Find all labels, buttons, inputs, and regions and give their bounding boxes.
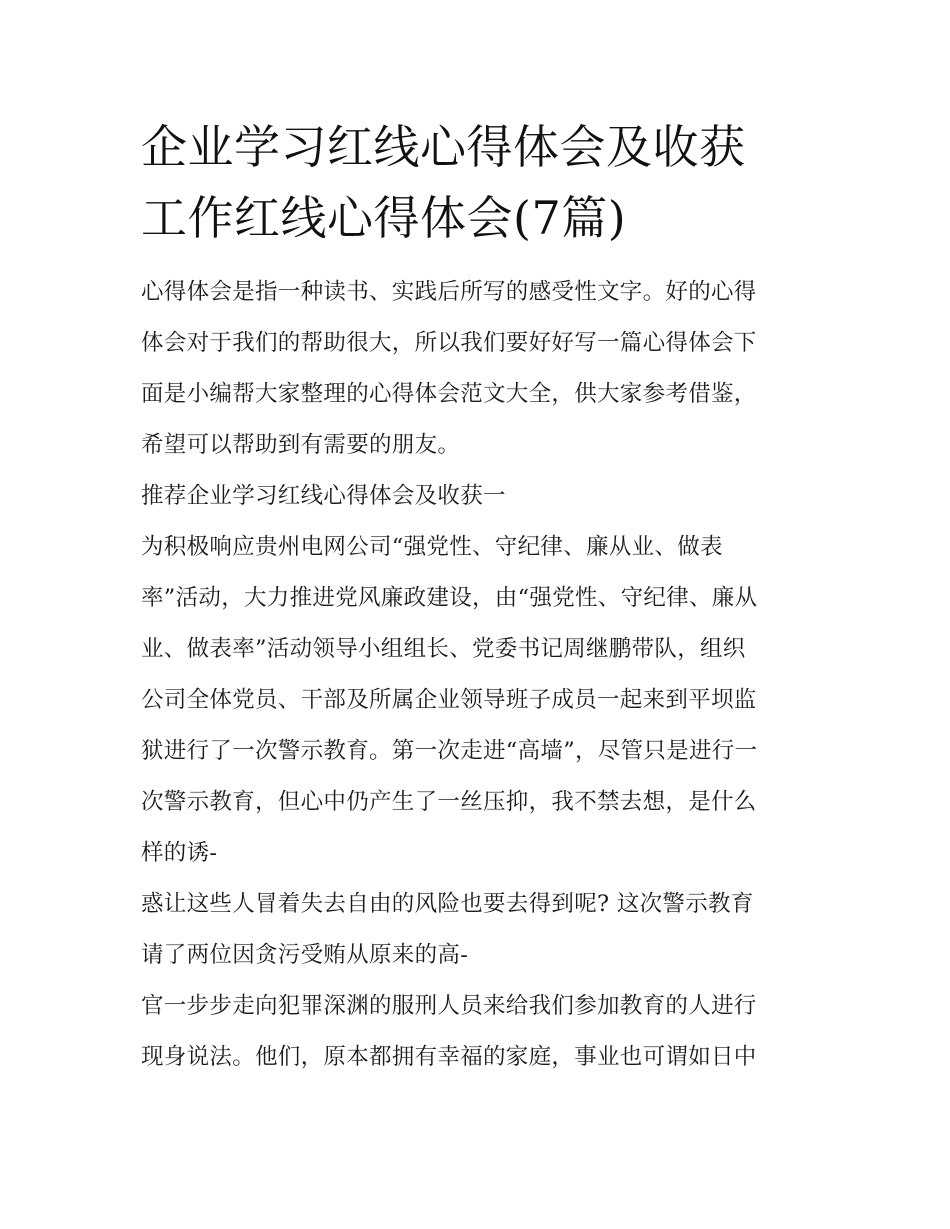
text-line: 现身说法。他们，原本都拥有幸福的家庭，事业也可谓如日中 [141, 1044, 757, 1070]
text-line: 体会对于我们的帮助很大，所以我们要好好写一篇心得体会下 [141, 330, 757, 356]
text-line: 狱进行了一次警示教育。第一次走进“高墙”，尽管只是进行一 [141, 738, 758, 764]
text-line: 希望可以帮助到有需要的朋友。 [141, 432, 461, 458]
text-line: 惑让这些人冒着失去自由的风险也要去得到呢? 这次警示教育 [141, 891, 754, 917]
text-line: 面是小编帮大家整理的心得体会范文大全，供大家参考借鉴， [141, 381, 757, 407]
text-line: 样的诱- [141, 840, 218, 866]
body-paragraph [141, 522, 821, 879]
intro-paragraph [141, 267, 821, 471]
text-line: 率”活动，大力推进党风廉政建设，由“强党性、守纪律、廉从 [141, 585, 758, 611]
document-content [141, 112, 821, 1083]
text-line: 次警示教育，但心中仍产生了一丝压抑，我不禁去想，是什么 [141, 789, 757, 815]
text-line: 官一步步走向犯罪深渊的服刑人员来给我们参加教育的人进行 [141, 993, 757, 1019]
body-paragraph [141, 981, 821, 1083]
text-line: 推荐企业学习红线心得体会及收获一 [141, 483, 506, 509]
text-line: 业、做表率”活动领导小组组长、党委书记周继鹏带队，组织 [141, 636, 746, 662]
title-line-2: 工作红线心得体会(7篇) [141, 191, 627, 245]
document-title [141, 112, 821, 254]
document-body [141, 267, 821, 1083]
text-line: 公司全体党员、干部及所属企业领导班子成员一起来到平坝监 [141, 687, 757, 713]
text-line: 请了两位因贪污受贿从原来的高- [141, 942, 469, 968]
title-line-1: 企业学习红线心得体会及收获 [141, 120, 746, 174]
body-paragraph [141, 879, 821, 981]
text-line: 心得体会是指一种读书、实践后所写的感受性文字。好的心得 [141, 279, 757, 305]
text-line: 为积极响应贵州电网公司“强党性、守纪律、廉从业、做表 [141, 534, 723, 560]
section-heading [141, 471, 821, 522]
